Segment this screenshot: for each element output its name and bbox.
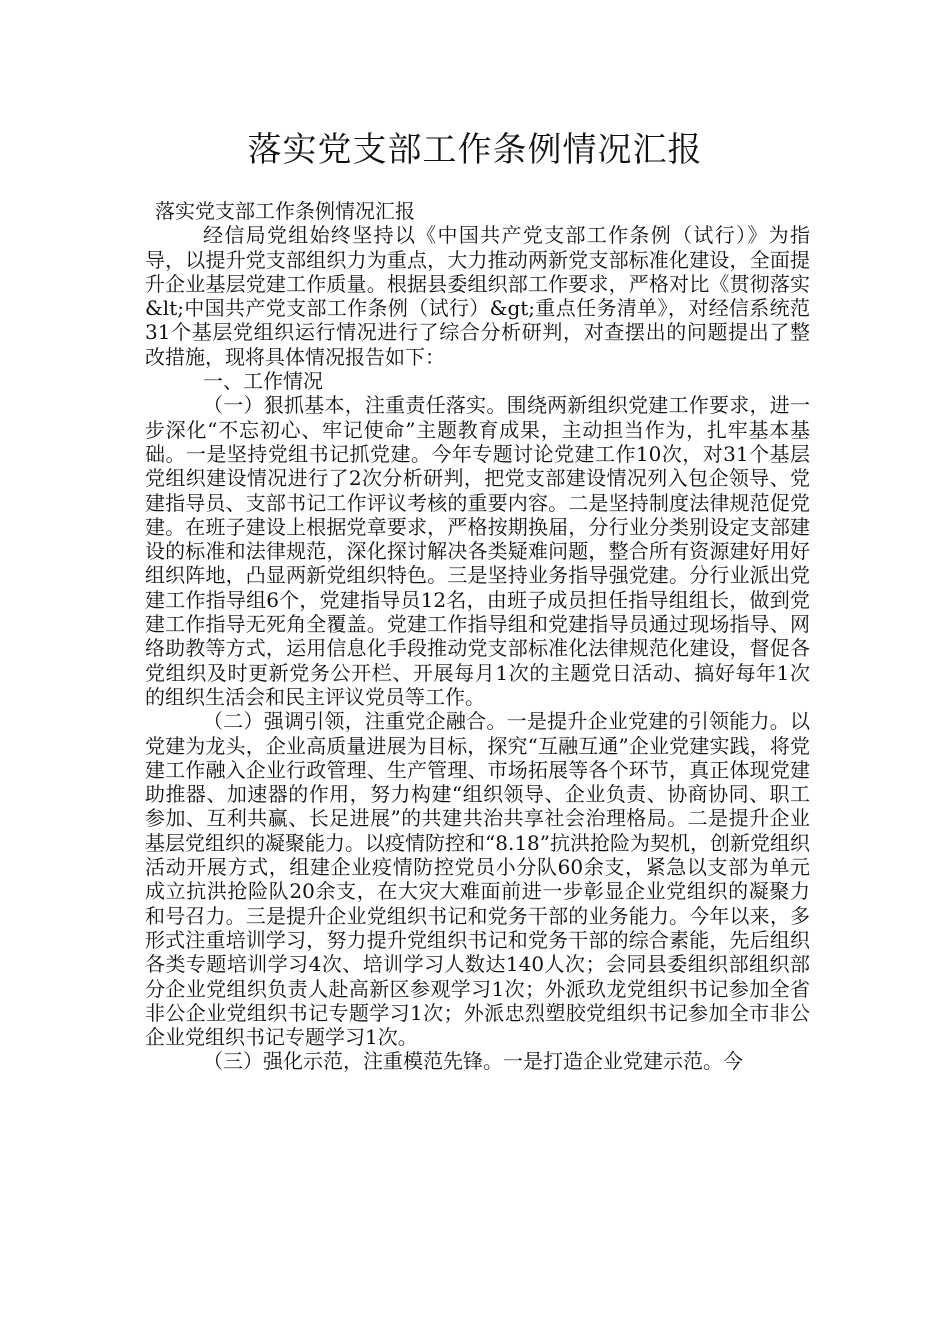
paragraph-part-three: （三）强化示范，注重模范先锋。一是打造企业党建示范。今 [203, 1049, 743, 1074]
paragraph-part-one: （一）狠抓基本，注重责任落实。围绕两新组织党建工作要求，进一步深化“不忘初心、牢记使命”主题教育成果，主动担当作为，扎牢基本基础。一是坚持党组书记抓党建。今年专题讨论党建工作10次，对31个基层党组织建设情况进行了2次分析研判，把党支部建设情况列入包企领导、党建指导员、支部书记工作评议考核的重要内容。二是坚持制度法律规范促党建。在班子建设上根据党章要求，严格按期换届，分行业分类别设定支部建设的标准和法律规范，深化探讨解决各类疑难问题，整合所有资源建好用好组织阵地，凸显两新党组织特色。三是坚持业务指导强党建。分行业派出党建工作指导组6个，党建指导员12名，由班子成员担任指导组组长，做到党建工作指导无死角全覆盖。党建工作指导组和党建指导员通过现场指导、网络助教等方式，运用信息化手段推动党支部标准化法律规范化建设，督促各党组织及时更新党务公开栏、开展每月1次的主题党日活动、搞好每年1次的组织生活会和民主评议党员等工作。 [145, 393, 810, 709]
document-subtitle: 落实党支部工作条例情况汇报 [155, 199, 415, 223]
document-title: 落实党支部工作条例情况汇报 [247, 130, 703, 170]
intro-paragraph: 经信局党组始终坚持以《中国共产党支部工作条例（试行）》为指导，以提升党支部组织力为重点，大力推动两新党支部标准化建设，全面提升企业基层党建工作质量。根据县委组织部工作要求，严格对比《贯彻落实&lt;中国共产党支部工作条例（试行）&gt;重点任务清单》，对经信系统范31个基层党组织运行情况进行了综合分析研判，对查摆出的问题提出了整改措施，现将具体情况报告如下： [145, 223, 810, 369]
section-heading-work-status: 一、工作情况 [203, 369, 323, 394]
document-body [145, 199, 810, 1074]
paragraph-part-two: （二）强调引领，注重党企融合。一是提升企业党建的引领能力。以党建为龙头，企业高质量进展为目标，探究“互融互通”企业党建实践，将党建工作融入企业行政管理、生产管理、市场拓展等各个环节，真正体现党建助推器、加速器的作用，努力构建“组织领导、企业负责、协商协同、职工参加、互利共赢、长足进展”的共建共治共享社会治理格局。二是提升企业基层党组织的凝聚能力。以疫情防控和“8.18”抗洪抢险为契机，创新党组织活动开展方式，组建企业疫情防控党员小分队60余支，紧急以支部为单元成立抗洪抢险队20余支，在大灾大难面前进一步彰显企业党组织的凝聚力和号召力。三是提升企业党组织书记和党务干部的业务能力。今年以来，多形式注重培训学习，努力提升党组织书记和党务干部的综合素能，先后组织各类专题培训学习4次、培训学习人数达140人次；会同县委组织部组织部分企业党组织负责人赴高新区参观学习1次；外派玖龙党组织书记参加全省非公企业党组织书记专题学习1次；外派忠烈塑胶党组织书记参加全市非公企业党组织书记专题学习1次。 [145, 709, 810, 1050]
